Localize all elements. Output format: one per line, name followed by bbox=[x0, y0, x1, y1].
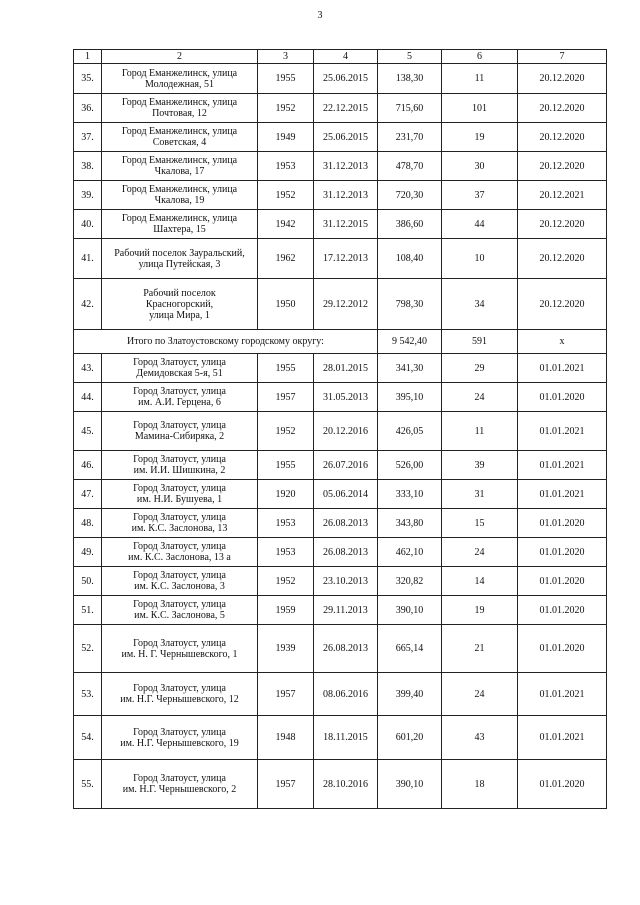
table-row bbox=[74, 383, 607, 412]
year-cell: 1962 bbox=[258, 239, 314, 279]
deadline-cell: 01.01.2021 bbox=[518, 716, 607, 760]
date-cell: 26.08.2013 bbox=[314, 625, 378, 673]
date-cell: 20.12.2016 bbox=[314, 412, 378, 451]
table-row bbox=[74, 412, 607, 451]
address-cell: Город Еманжелинск, улица Шахтера, 15 bbox=[102, 210, 258, 239]
area-cell: 715,60 bbox=[378, 94, 442, 123]
table-row bbox=[74, 760, 607, 809]
date-cell: 31.12.2013 bbox=[314, 181, 378, 210]
date-cell: 29.12.2012 bbox=[314, 279, 378, 330]
area-cell: 386,60 bbox=[378, 210, 442, 239]
date-cell: 31.12.2013 bbox=[314, 152, 378, 181]
deadline-cell: 20.12.2020 bbox=[518, 279, 607, 330]
column-number-cell: 4 bbox=[314, 50, 378, 64]
date-cell: 26.08.2013 bbox=[314, 509, 378, 538]
address-cell: Город Златоуст, улица им. К.С. Заслонова, 13 bbox=[102, 509, 258, 538]
deadline-cell: 20.12.2021 bbox=[518, 181, 607, 210]
year-cell: 1955 bbox=[258, 64, 314, 94]
deadline-cell: 20.12.2020 bbox=[518, 64, 607, 94]
row-number-cell: 37. bbox=[74, 123, 102, 152]
table-row bbox=[74, 181, 607, 210]
date-cell: 18.11.2015 bbox=[314, 716, 378, 760]
area-cell: 343,80 bbox=[378, 509, 442, 538]
year-cell: 1957 bbox=[258, 760, 314, 809]
row-number-cell: 43. bbox=[74, 354, 102, 383]
address-cell: Город Златоуст, улица им. Н.Г. Чернышевского, 19 bbox=[102, 716, 258, 760]
area-cell: 399,40 bbox=[378, 673, 442, 716]
count-cell: 19 bbox=[442, 596, 518, 625]
year-cell: 1952 bbox=[258, 412, 314, 451]
date-cell: 05.06.2014 bbox=[314, 480, 378, 509]
count-cell: 39 bbox=[442, 451, 518, 480]
column-number-cell: 1 bbox=[74, 50, 102, 64]
deadline-cell: 01.01.2021 bbox=[518, 673, 607, 716]
date-cell: 31.12.2015 bbox=[314, 210, 378, 239]
row-number-cell: 51. bbox=[74, 596, 102, 625]
row-number-cell: 41. bbox=[74, 239, 102, 279]
count-cell: 24 bbox=[442, 673, 518, 716]
column-number-cell: 7 bbox=[518, 50, 607, 64]
date-cell: 23.10.2013 bbox=[314, 567, 378, 596]
deadline-cell: 01.01.2021 bbox=[518, 451, 607, 480]
date-cell: 26.07.2016 bbox=[314, 451, 378, 480]
area-cell: 798,30 bbox=[378, 279, 442, 330]
count-cell: 29 bbox=[442, 354, 518, 383]
year-cell: 1952 bbox=[258, 181, 314, 210]
table-row bbox=[74, 625, 607, 673]
date-cell: 08.06.2016 bbox=[314, 673, 378, 716]
address-cell: Город Еманжелинск, улица Чкалова, 17 bbox=[102, 152, 258, 181]
row-number-cell: 45. bbox=[74, 412, 102, 451]
row-number-cell: 47. bbox=[74, 480, 102, 509]
row-number-cell: 48. bbox=[74, 509, 102, 538]
row-number-cell: 54. bbox=[74, 716, 102, 760]
address-cell: Город Златоуст, улица им. К.С. Заслонова, 5 bbox=[102, 596, 258, 625]
area-cell: 341,30 bbox=[378, 354, 442, 383]
address-cell: Город Златоуст, улица им. И.И. Шишкина, 2 bbox=[102, 451, 258, 480]
area-cell: 390,10 bbox=[378, 760, 442, 809]
area-cell: 526,00 bbox=[378, 451, 442, 480]
date-cell: 17.12.2013 bbox=[314, 239, 378, 279]
area-cell: 665,14 bbox=[378, 625, 442, 673]
row-number-cell: 53. bbox=[74, 673, 102, 716]
table-row bbox=[74, 123, 607, 152]
area-cell: 320,82 bbox=[378, 567, 442, 596]
area-cell: 426,05 bbox=[378, 412, 442, 451]
year-cell: 1950 bbox=[258, 279, 314, 330]
year-cell: 1953 bbox=[258, 152, 314, 181]
count-cell: 31 bbox=[442, 480, 518, 509]
page-number: 3 bbox=[317, 10, 323, 21]
address-cell: Город Златоуст, улица им. Н. Г. Чернышевского, 1 bbox=[102, 625, 258, 673]
year-cell: 1957 bbox=[258, 673, 314, 716]
table-row bbox=[74, 354, 607, 383]
deadline-cell: 01.01.2021 bbox=[518, 412, 607, 451]
row-number-cell: 39. bbox=[74, 181, 102, 210]
address-cell: Рабочий поселок Красногорский, улица Мира, 1 bbox=[102, 279, 258, 330]
row-number-cell: 44. bbox=[74, 383, 102, 412]
count-cell: 11 bbox=[442, 412, 518, 451]
address-cell: Город Еманжелинск, улица Почтовая, 12 bbox=[102, 94, 258, 123]
year-cell: 1953 bbox=[258, 509, 314, 538]
total-row bbox=[74, 330, 607, 354]
date-cell: 25.06.2015 bbox=[314, 123, 378, 152]
table-row bbox=[74, 596, 607, 625]
row-number-cell: 55. bbox=[74, 760, 102, 809]
deadline-cell: 01.01.2020 bbox=[518, 760, 607, 809]
table-row bbox=[74, 538, 607, 567]
count-cell: 15 bbox=[442, 509, 518, 538]
year-cell: 1959 bbox=[258, 596, 314, 625]
address-cell: Город Еманжелинск, улица Чкалова, 19 bbox=[102, 181, 258, 210]
count-cell: 11 bbox=[442, 64, 518, 94]
date-cell: 25.06.2015 bbox=[314, 64, 378, 94]
total-label-cell: Итого по Златоустовскому городскому округу: bbox=[74, 330, 378, 354]
column-number-cell: 5 bbox=[378, 50, 442, 64]
deadline-cell: 20.12.2020 bbox=[518, 94, 607, 123]
deadline-cell: 01.01.2020 bbox=[518, 567, 607, 596]
date-cell: 31.05.2013 bbox=[314, 383, 378, 412]
year-cell: 1952 bbox=[258, 567, 314, 596]
year-cell: 1955 bbox=[258, 354, 314, 383]
total-count-cell: 591 bbox=[442, 330, 518, 354]
date-cell: 26.08.2013 bbox=[314, 538, 378, 567]
count-cell: 24 bbox=[442, 538, 518, 567]
year-cell: 1920 bbox=[258, 480, 314, 509]
area-cell: 138,30 bbox=[378, 64, 442, 94]
table-row bbox=[74, 509, 607, 538]
year-cell: 1942 bbox=[258, 210, 314, 239]
row-number-cell: 46. bbox=[74, 451, 102, 480]
row-number-cell: 52. bbox=[74, 625, 102, 673]
housing-register-table bbox=[73, 49, 607, 809]
area-cell: 390,10 bbox=[378, 596, 442, 625]
table-row bbox=[74, 673, 607, 716]
address-cell: Город Златоуст, улица им. Н.Г. Чернышевского, 12 bbox=[102, 673, 258, 716]
table-row bbox=[74, 64, 607, 94]
count-cell: 37 bbox=[442, 181, 518, 210]
table-row bbox=[74, 210, 607, 239]
address-cell: Рабочий поселок Зауральский, улица Путейская, 3 bbox=[102, 239, 258, 279]
address-cell: Город Златоуст, улица им. А.И. Герцена, 6 bbox=[102, 383, 258, 412]
deadline-cell: 01.01.2020 bbox=[518, 596, 607, 625]
column-number-cell: 2 bbox=[102, 50, 258, 64]
table-row bbox=[74, 480, 607, 509]
date-cell: 28.01.2015 bbox=[314, 354, 378, 383]
area-cell: 108,40 bbox=[378, 239, 442, 279]
table-row bbox=[74, 279, 607, 330]
area-cell: 601,20 bbox=[378, 716, 442, 760]
count-cell: 21 bbox=[442, 625, 518, 673]
count-cell: 43 bbox=[442, 716, 518, 760]
address-cell: Город Златоуст, улица им. Н.Г. Чернышевского, 2 bbox=[102, 760, 258, 809]
column-number-row bbox=[74, 50, 607, 64]
address-cell: Город Златоуст, улица Демидовская 5-я, 51 bbox=[102, 354, 258, 383]
total-area-cell: 9 542,40 bbox=[378, 330, 442, 354]
area-cell: 333,10 bbox=[378, 480, 442, 509]
deadline-cell: 20.12.2020 bbox=[518, 123, 607, 152]
year-cell: 1948 bbox=[258, 716, 314, 760]
row-number-cell: 36. bbox=[74, 94, 102, 123]
deadline-cell: 01.01.2020 bbox=[518, 509, 607, 538]
column-number-cell: 6 bbox=[442, 50, 518, 64]
table-row bbox=[74, 451, 607, 480]
column-number-cell: 3 bbox=[258, 50, 314, 64]
count-cell: 24 bbox=[442, 383, 518, 412]
table-row bbox=[74, 94, 607, 123]
table-row bbox=[74, 567, 607, 596]
row-number-cell: 50. bbox=[74, 567, 102, 596]
date-cell: 29.11.2013 bbox=[314, 596, 378, 625]
address-cell: Город Златоуст, улица им. Н.И. Бушуева, 1 bbox=[102, 480, 258, 509]
row-number-cell: 40. bbox=[74, 210, 102, 239]
date-cell: 28.10.2016 bbox=[314, 760, 378, 809]
row-number-cell: 35. bbox=[74, 64, 102, 94]
address-cell: Город Еманжелинск, улица Советская, 4 bbox=[102, 123, 258, 152]
table-row bbox=[74, 152, 607, 181]
year-cell: 1952 bbox=[258, 94, 314, 123]
count-cell: 101 bbox=[442, 94, 518, 123]
year-cell: 1957 bbox=[258, 383, 314, 412]
year-cell: 1953 bbox=[258, 538, 314, 567]
deadline-cell: 01.01.2020 bbox=[518, 538, 607, 567]
count-cell: 19 bbox=[442, 123, 518, 152]
count-cell: 44 bbox=[442, 210, 518, 239]
year-cell: 1955 bbox=[258, 451, 314, 480]
count-cell: 30 bbox=[442, 152, 518, 181]
area-cell: 478,70 bbox=[378, 152, 442, 181]
area-cell: 395,10 bbox=[378, 383, 442, 412]
deadline-cell: 01.01.2020 bbox=[518, 625, 607, 673]
deadline-cell: 01.01.2021 bbox=[518, 354, 607, 383]
address-cell: Город Златоуст, улица им. К.С. Заслонова, 3 bbox=[102, 567, 258, 596]
table-row bbox=[74, 239, 607, 279]
deadline-cell: 20.12.2020 bbox=[518, 210, 607, 239]
year-cell: 1939 bbox=[258, 625, 314, 673]
deadline-cell: 01.01.2020 bbox=[518, 383, 607, 412]
address-cell: Город Еманжелинск, улица Молодежная, 51 bbox=[102, 64, 258, 94]
area-cell: 231,70 bbox=[378, 123, 442, 152]
count-cell: 14 bbox=[442, 567, 518, 596]
year-cell: 1949 bbox=[258, 123, 314, 152]
table-row bbox=[74, 716, 607, 760]
row-number-cell: 38. bbox=[74, 152, 102, 181]
count-cell: 18 bbox=[442, 760, 518, 809]
count-cell: 34 bbox=[442, 279, 518, 330]
address-cell: Город Златоуст, улица Мамина-Сибиряка, 2 bbox=[102, 412, 258, 451]
date-cell: 22.12.2015 bbox=[314, 94, 378, 123]
area-cell: 462,10 bbox=[378, 538, 442, 567]
deadline-cell: 20.12.2020 bbox=[518, 239, 607, 279]
row-number-cell: 49. bbox=[74, 538, 102, 567]
address-cell: Город Златоуст, улица им. К.С. Заслонова, 13 а bbox=[102, 538, 258, 567]
deadline-cell: 20.12.2020 bbox=[518, 152, 607, 181]
area-cell: 720,30 bbox=[378, 181, 442, 210]
count-cell: 10 bbox=[442, 239, 518, 279]
deadline-cell: 01.01.2021 bbox=[518, 480, 607, 509]
total-deadline-cell: х bbox=[518, 330, 607, 354]
row-number-cell: 42. bbox=[74, 279, 102, 330]
